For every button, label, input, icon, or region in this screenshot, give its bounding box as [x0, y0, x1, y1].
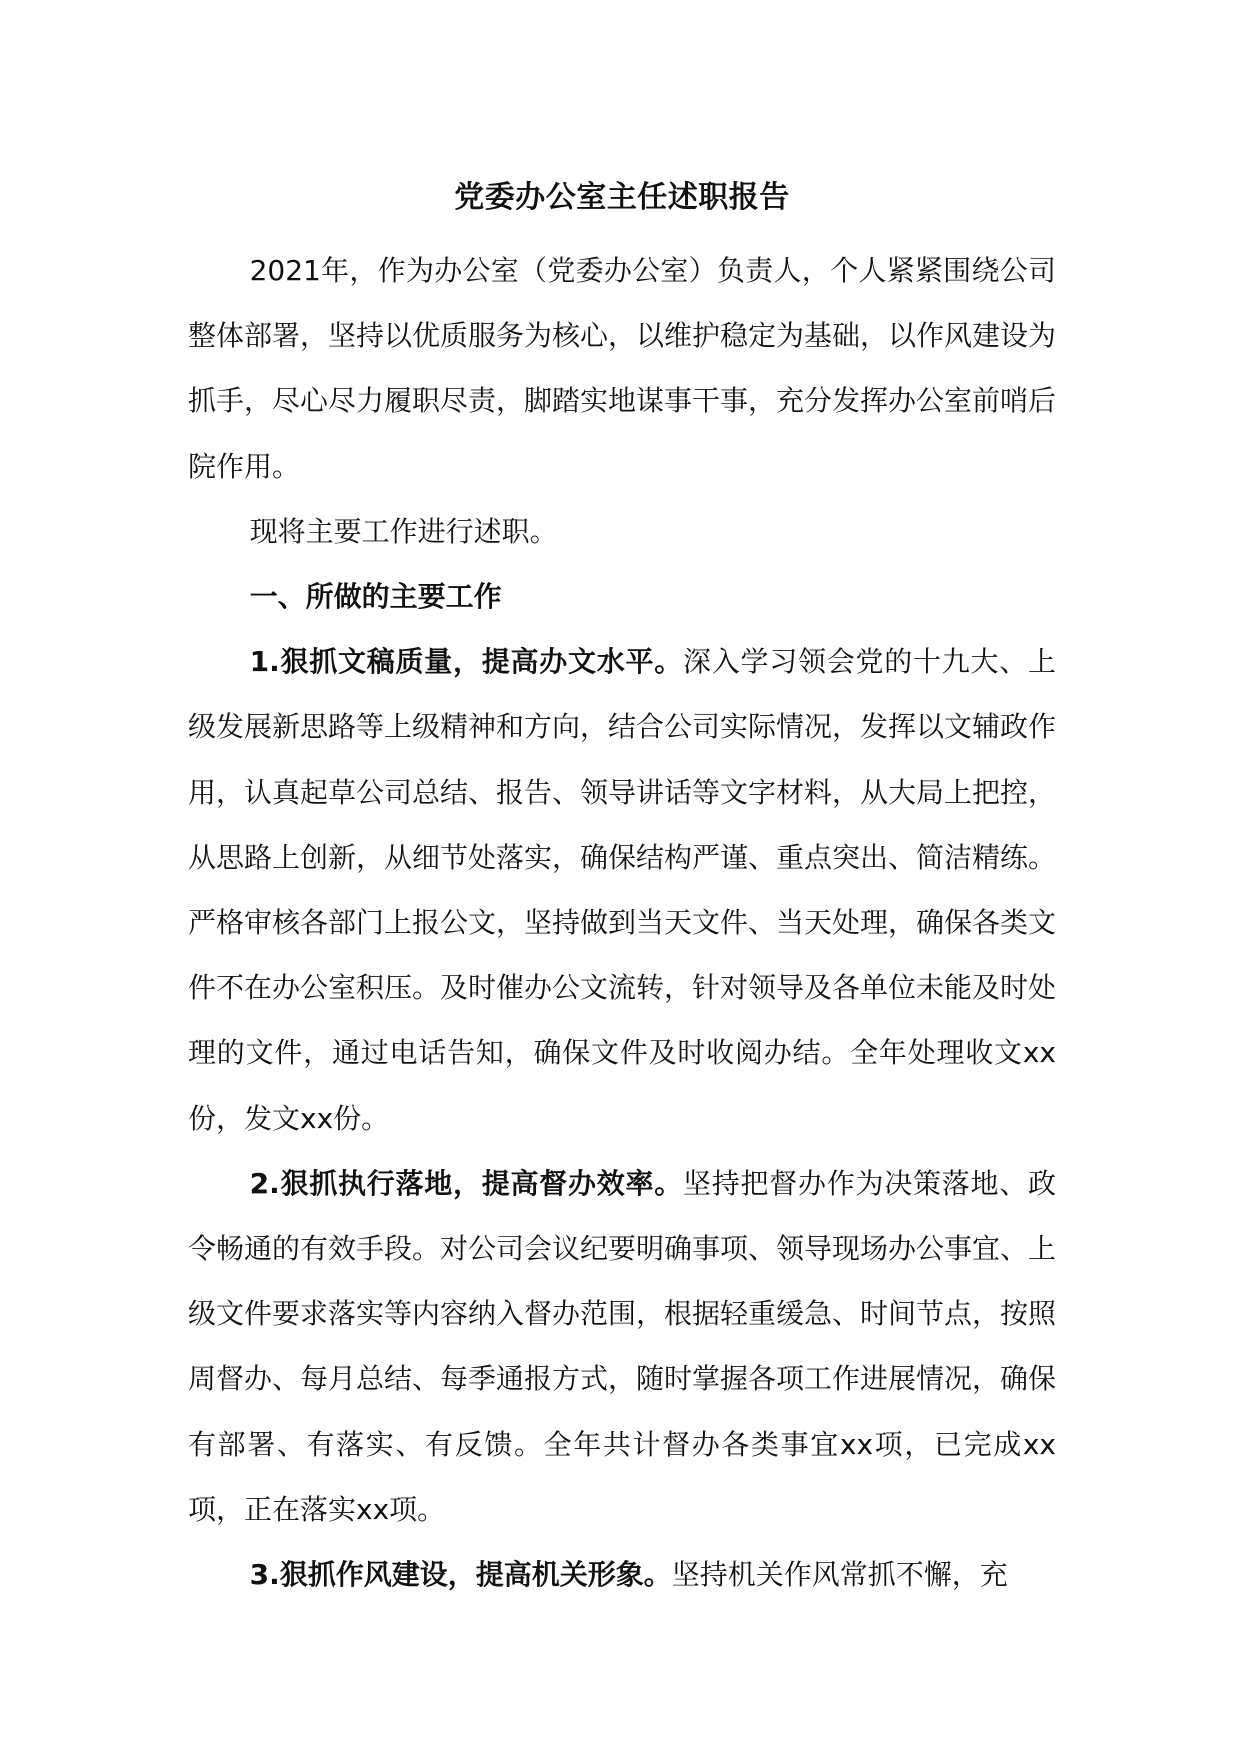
intro-paragraph-2: 现将主要工作进行述职。 [249, 514, 558, 548]
document-page [188, 168, 1056, 1607]
work-item-1 [188, 629, 1056, 1151]
work-item-2-lead: 2.狠抓执行落地，提高督办效率。 [249, 1166, 683, 1200]
work-item-3-body: 坚持机关作风常抓不懈，充 [671, 1558, 1008, 1592]
section-heading: 一、所做的主要工作 [249, 580, 502, 614]
work-item-2 [188, 1151, 1056, 1542]
intro-paragraph: 2021年，作为办公室（党委办公室）负责人，个人紧紧围绕公司整体部署，坚持以优质服务为核心，以维护稳定为基础，以作风建设为抓手，尽心尽力履职尽责，脚踏实地谋事干事，充分发挥办公室前哨后院作用。 [188, 254, 1057, 483]
work-item-1-body: 深入学习领会党的十九大、上级发展新思路等上级精神和方向，结合公司实际情况，发挥以文辅政作用，认真起草公司总结、报告、领导讲话等文字材料，从大局上把控，从思路上创新，从细节处落实，确保结构严谨、重点突出、简洁精练。严格审核各部门上报公文，坚持做到当天文件、当天处理，确保各类文件不在办公室积压。及时催办公文流转，针对领导及各单位未能及时处理的文件，通过电话告知，确保文件及时收阅办结。全年处理收文xx份，发文xx份。 [188, 645, 1057, 1135]
document-title: 党委办公室主任述职报告 [454, 180, 790, 215]
work-item-3-lead: 3.狠抓作风建设，提高机关形象。 [249, 1558, 672, 1592]
work-item-2-body: 坚持把督办作为决策落地、政令畅通的有效手段。对公司会议纪要明确事项、领导现场办公事宜、上级文件要求落实等内容纳入督办范围，根据轻重缓急、时间节点，按照周督办、每月总结、每季通报方式，随时掌握各项工作进展情况，确保有部署、有落实、有反馈。全年共计督办各类事宜xx项，已完成xx项，正在落实xx项。 [188, 1166, 1057, 1526]
work-item-1-lead: 1.狠抓文稿质量，提高办文水平。 [249, 645, 683, 679]
work-item-3 [188, 1542, 1056, 1607]
